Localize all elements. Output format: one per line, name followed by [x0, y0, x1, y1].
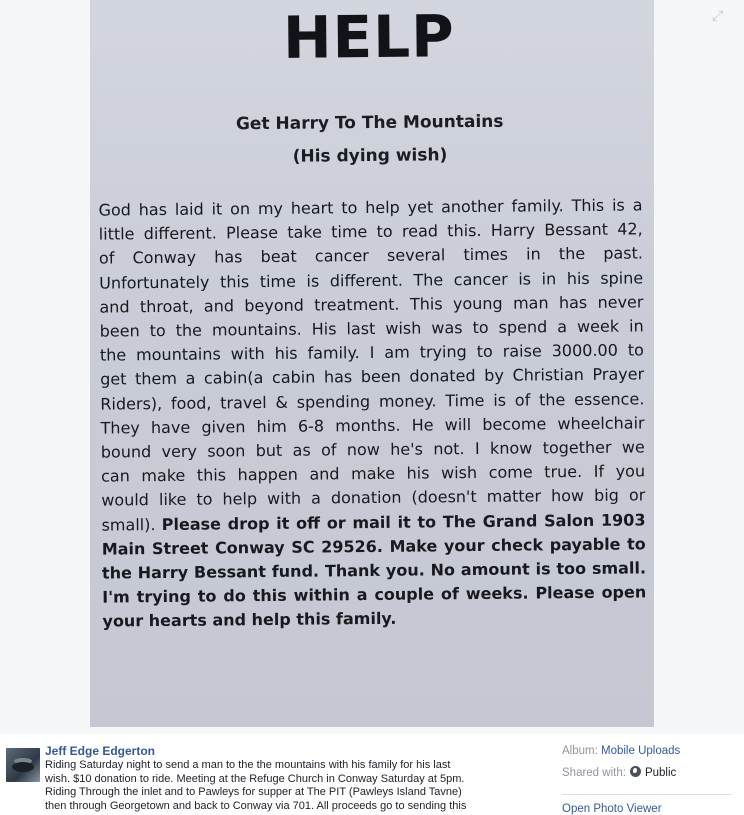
- globe-icon: [630, 766, 641, 777]
- poster-line: They have given him 6-8 months. He will become wheelchair: [100, 413, 645, 438]
- author-name[interactable]: Jeff Edge Edgerton: [45, 744, 156, 758]
- poster-line: Unfortunately this time is different. The cancer is in his spine: [99, 268, 644, 293]
- poster-body: [98, 193, 646, 634]
- poster-line: of Conway has beat cancer several times in the past.: [98, 243, 644, 269]
- poster-subtitle-note: (His dying wish): [292, 145, 448, 167]
- album-row: [562, 744, 680, 758]
- poster: [90, 0, 654, 727]
- photo-info: [0, 734, 744, 815]
- album-label: Album:: [562, 745, 598, 757]
- avatar[interactable]: [6, 748, 40, 782]
- poster-line-bold: the Harry Bessant fund. Thank you. No amount is too small.: [101, 558, 647, 583]
- caption-line: Riding Through the inlet and to Pawleys for supper at The PIT (Pawleys Island Tavne): [45, 786, 462, 798]
- post-caption: [45, 759, 510, 813]
- open-photo-viewer-link[interactable]: Open Photo Viewer: [562, 803, 662, 815]
- caption-line: Riding Saturday night to send a man to the the mountains with his family for his last: [45, 759, 451, 771]
- privacy-value[interactable]: Public: [644, 767, 677, 779]
- poster-line: get them a cabin(a cabin has been donated by Christian Prayer: [100, 364, 645, 390]
- poster-line-bold: your hearts and help this family.: [102, 609, 397, 632]
- caption-line: then through Georgetown and back to Conway via 701. All proceeds go to sending this: [45, 799, 467, 812]
- poster-subtitle: Get Harry To The Mountains: [235, 111, 504, 135]
- sidebar-divider: [562, 794, 732, 795]
- poster-line: God has laid it on my heart to help yet another family. This is a: [98, 195, 643, 220]
- poster-line: Riders), food, travel & spending money. Time is of the essence.: [100, 389, 645, 414]
- poster-line-bold: Main Street Conway SC 29526. Make your check payable to: [101, 534, 646, 559]
- poster-line: little different. Please take time to read this. Harry Bessant 42,: [98, 219, 643, 244]
- poster-heading: HELP: [282, 2, 456, 72]
- poster-line: can make this happen and make his wish come true. If you: [100, 461, 646, 486]
- shared-label: Shared with:: [562, 767, 626, 779]
- photo[interactable]: [90, 0, 654, 727]
- album-link[interactable]: Mobile Uploads: [601, 745, 681, 757]
- poster-line: and throat, and beyond treatment. This young man has never: [99, 292, 644, 317]
- poster-line-bold: Please drop it off or mail it to The Grand Salon 1903: [161, 510, 646, 534]
- poster-line: the mountains with his family. I am trying to raise 3000.00 to: [99, 340, 644, 365]
- poster-line: would like to help with a donation (doesn't matter how big or: [101, 485, 646, 511]
- expand-icon[interactable]: ⤢: [712, 7, 724, 23]
- poster-line-start: small).: [101, 514, 162, 535]
- privacy-row: [562, 766, 676, 780]
- caption-line: wish. $10 donation to ride. Meeting at the Refuge Church in Conway Saturday at 5pm.: [45, 772, 465, 785]
- poster-line: bound very soon but as of now he's not. I know together we: [100, 437, 645, 462]
- poster-line-bold: I'm trying to do this within a couple of weeks. Please open: [102, 582, 647, 607]
- poster-line: been to the mountains. His last wish was to spend a week in: [99, 316, 644, 341]
